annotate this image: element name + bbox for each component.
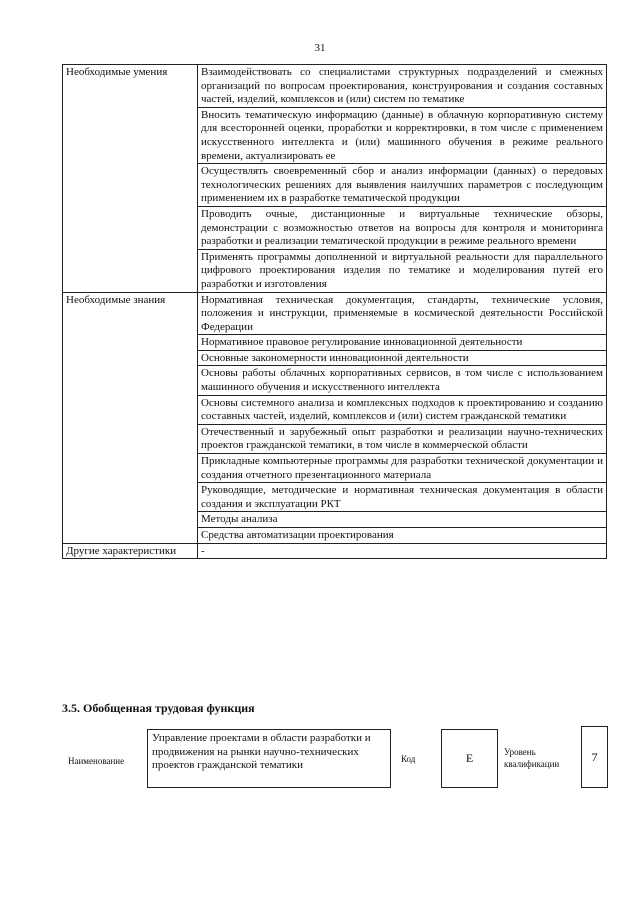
name-label: Наименование (68, 756, 125, 766)
requirements-table (62, 64, 607, 559)
knowledge-cell: Основы работы облачных корпоративных сервисов, в том числе с использованием машинного обучения и искусственного интеллекта (198, 366, 607, 395)
row-label-skills: Необходимые умения (63, 65, 198, 293)
name-value-box: Управление проектами в области разработки и продвижения на рынки научно-технических проектов гражданской тематики (147, 729, 391, 788)
knowledge-cell: Методы анализа (198, 512, 607, 528)
knowledge-cell: Нормативная техническая документация, стандарты, технические условия, положения и инструкции, применяемые в космической деятельности Российской Федерации (198, 292, 607, 335)
knowledge-cell: Средства автоматизации проектирования (198, 528, 607, 544)
skill-cell: Применять программы дополненной и виртуальной реальности для параллельного цифрового проектирования изделия по тематике и моделирования путей его разработки и изготовления (198, 249, 607, 292)
table-row (63, 543, 607, 559)
skill-cell: Взаимодействовать со специалистами структурных подразделений и смежных организаций по вопросам проектирования, конструирования и создания составных частей, изделий, комплексов и (или) систем по тематике (198, 65, 607, 108)
other-cell: - (198, 543, 607, 559)
section-heading: 3.5. Обобщенная трудовая функция (62, 701, 255, 715)
knowledge-cell: Нормативное правовое регулирование инновационной деятельности (198, 335, 607, 351)
knowledge-cell: Отечественный и зарубежный опыт разработки и реализации научно-технических проектов гражданской тематики, в том числе в коммерческой области (198, 424, 607, 453)
knowledge-cell: Руководящие, методические и нормативная техническая документация в области создания и эксплуатации РКТ (198, 483, 607, 512)
row-label-knowledge: Необходимые знания (63, 292, 198, 543)
qualification-level-label (504, 746, 574, 770)
code-value-box (441, 729, 498, 788)
knowledge-cell: Основы системного анализа и комплексных подходов к проектированию и созданию составных частей, изделий, комплексов и (или) систем гражданской тематики (198, 395, 607, 424)
knowledge-cell: Прикладные компьютерные программы для разработки технической документации и создания отчетного презентационного материала (198, 454, 607, 483)
page-number: 31 (314, 42, 326, 54)
qualification-level-box (581, 726, 608, 788)
qualification-level-label-text: Уровень квалификации (504, 747, 560, 769)
skill-cell: Вносить тематическую информацию (данные) в облачную корпоративную систему для всесторонней оценки, проработки и корректировки, в том числе с применением искусственного интеллекта и (или) машинного обучения в режиме реального времени, актуализировать ее (198, 107, 607, 163)
table-row (63, 292, 607, 335)
qualification-level-value: 7 (591, 749, 598, 764)
table-row (63, 65, 607, 108)
skill-cell: Проводить очные, дистанционные и виртуальные технические обзоры, демонстрации с возможностью ответов на вопросы для контроля и мониторинга разработки и реализации тематической продукции в режиме реального времени (198, 206, 607, 249)
row-label-other: Другие характеристики (63, 543, 198, 559)
labor-function-block (62, 726, 612, 792)
code-value: E (465, 751, 474, 765)
knowledge-cell: Основные закономерности инновационной деятельности (198, 350, 607, 366)
skill-cell: Осуществлять своевременный сбор и анализ информации (данных) о передовых технологических решениях для выявления наилучших параметров с последующим применением их в разработке тематической продукции (198, 164, 607, 207)
code-label: Код (401, 754, 416, 764)
